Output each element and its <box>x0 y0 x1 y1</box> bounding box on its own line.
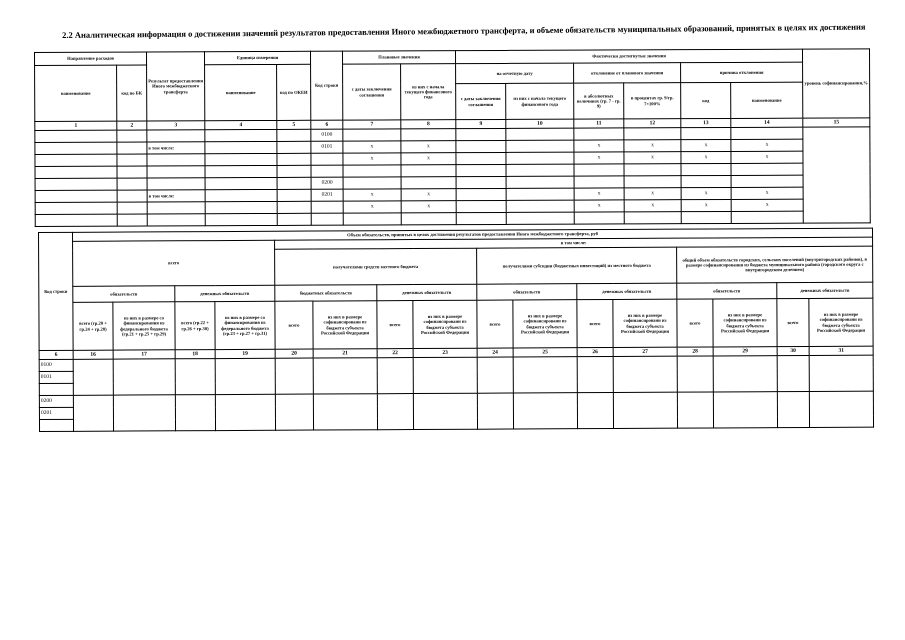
x-mark: x <box>681 187 731 199</box>
col-num: 1 <box>35 121 117 130</box>
row-code: 0201 <box>39 407 73 419</box>
x-mark: x <box>681 151 731 163</box>
col-num: 20 <box>275 349 313 358</box>
col-num: 22 <box>377 349 413 358</box>
col-num: 10 <box>506 119 574 128</box>
col-num: 13 <box>681 118 731 127</box>
header-fact-year: из них с начала текущего финансового года <box>506 83 574 119</box>
header-iz-nih-b: из них в размере со финансирования из федерального бюджета (гр.23 + гр.27 + гр.31) <box>215 301 275 349</box>
header-poluch-subs: получателями субсидии (бюджетных инвестиций) из местного бюджета <box>477 247 677 284</box>
header-uroven: уровень софинансирования,% <box>803 49 870 118</box>
header-denezh: денежных обязательств <box>777 282 873 299</box>
col-num: 11 <box>574 119 624 128</box>
col-num: 6 <box>311 120 343 129</box>
x-mark: x <box>681 139 731 151</box>
header-plan: Плановые значения <box>343 51 456 64</box>
header-fact: Фактически достигнутые значения <box>456 49 803 64</box>
header-denezh: денежных обязательств <box>577 283 677 300</box>
header-prich-naim: наименование <box>731 82 803 118</box>
header-obshchiy: общий объем обязательств городских, сельских поселений (внутригородских районов), в размере софинансирования из бюджета муниципального района (городского округа с внутригородским делением) <box>677 246 873 283</box>
x-mark: x <box>624 188 681 200</box>
col-num: 30 <box>777 346 809 355</box>
col-num: 14 <box>731 118 803 127</box>
row-code: 0200 <box>311 177 343 189</box>
x-mark: x <box>731 187 803 199</box>
header-denezh: денежных обязательств <box>175 285 275 302</box>
x-mark: x <box>574 200 624 212</box>
x-mark: x <box>343 189 401 201</box>
header-plan-date: с даты заключения соглашения <box>343 64 401 120</box>
header-okei: код по ОКЕИ <box>277 64 311 120</box>
header-edinica-naim: наименование <box>205 64 277 120</box>
x-mark: x <box>343 141 401 153</box>
x-mark: x <box>681 199 731 211</box>
header-fact-date: на отчетную дату <box>456 63 574 84</box>
header-kod-stroki: Код строки <box>311 51 343 120</box>
x-mark: x <box>624 200 681 212</box>
x-mark: x <box>731 199 803 211</box>
x-mark: x <box>343 153 401 165</box>
x-mark: x <box>401 201 456 213</box>
header-prich-kod: код <box>681 82 731 118</box>
header-otkl-pct: в процентах гр. 9/гр. 7×100% <box>624 83 681 119</box>
row-code: 0101 <box>311 141 343 153</box>
header-vsego-b: всего (гр.22 + гр.26 + гр.30) <box>175 302 215 350</box>
header-iz-nih-c: из них в размере софинансировани из бюджета субъекта Российской Федерации <box>413 300 477 348</box>
header-vsego-c: всего <box>477 300 513 348</box>
results-table <box>34 48 871 227</box>
x-mark: x <box>574 152 624 164</box>
x-mark: x <box>624 152 681 164</box>
row-code: 0101 <box>39 371 73 383</box>
header-kod-stroki: Код строки <box>39 232 74 350</box>
header-iz-nih-c: из них в размере софинансировани из бюджета субъекта Российской Федерации <box>313 301 377 349</box>
header-otkl: отклонение от планового значения <box>574 63 681 83</box>
header-iz-nih-c: из них в размере софинансировани из бюджета субъекта Российской Федерации <box>613 299 677 347</box>
row-code: 0100 <box>311 129 343 141</box>
header-byudzh: бюджетных обязательств <box>275 285 377 302</box>
row-code: 0100 <box>39 359 73 371</box>
x-mark: x <box>401 153 456 165</box>
header-napravlenie: Направление расходов <box>35 52 147 65</box>
header-edinica: Единица измерения <box>205 51 311 64</box>
col-num: 17 <box>113 350 175 359</box>
header-denezh: денежных обязательств <box>377 284 477 301</box>
col-num: 4 <box>205 120 277 129</box>
x-mark: x <box>731 139 803 151</box>
x-mark: x <box>401 141 456 153</box>
col-num: 24 <box>477 348 513 357</box>
header-fact-from: с даты заключения соглашения <box>456 83 506 119</box>
header-poluch-mest: получателями средств местного бюджета <box>275 248 477 285</box>
col-num: 23 <box>413 348 477 357</box>
header-vsego-a: всего (гр.20 + гр.24 + гр.28) <box>73 302 113 350</box>
header-vsego-c: всего <box>677 299 713 347</box>
header-vsego: всего <box>73 240 275 286</box>
col-num: 9 <box>456 119 506 128</box>
header-plan-year: из них с начала текущего финансового года <box>401 64 456 120</box>
col-num: 16 <box>73 350 113 359</box>
row-code: 0201 <box>311 189 343 201</box>
col-num: 12 <box>624 119 681 128</box>
header-iz-nih-a: из них в размере со финансирования из федерального бюджета (гр.21 + гр.25 + гр.29) <box>113 302 175 350</box>
header-vsego-c: всего <box>577 299 613 347</box>
header-vsego-c: всего <box>275 301 313 349</box>
header-iz-nih-c: из них в размере софинансировани из бюджета субъекта Российской Федерации <box>713 299 777 347</box>
x-mark: x <box>574 188 624 200</box>
header-vsego-c: всего <box>377 301 413 349</box>
col-num: 7 <box>343 120 401 129</box>
col-num: 28 <box>677 347 713 356</box>
x-mark: x <box>624 140 681 152</box>
header-otkl-abs: в абсолютных величинах (гр. 7 - гр. 9) <box>574 83 624 119</box>
x-mark: x <box>731 151 803 163</box>
row-label: в том числе: <box>147 190 205 202</box>
col-num: 8 <box>401 120 456 129</box>
col-num: 6 <box>39 350 73 359</box>
col-num: 21 <box>313 349 377 358</box>
col-num: 19 <box>215 349 275 358</box>
header-obyazat: обязательств <box>477 284 577 301</box>
col-num: 26 <box>577 347 613 356</box>
col-num: 15 <box>803 118 870 127</box>
header-v-tom-chisle: в том числе: <box>275 237 873 249</box>
x-mark: x <box>343 201 401 213</box>
col-num: 3 <box>147 121 205 130</box>
header-obyazat: обязательств <box>677 283 777 300</box>
col-num: 31 <box>809 346 873 355</box>
header-obyazat: обязательств <box>73 286 175 303</box>
header-obem: Объем обязательств, принятых в целях достижения результатов предоставления Иного межбюджетного трансферта, руб <box>73 228 873 241</box>
col-num: 18 <box>175 350 215 359</box>
row-code: 0200 <box>39 395 73 407</box>
header-kod-bk: код по БК <box>117 65 147 121</box>
header-prichiny: причина отклонения <box>681 62 803 83</box>
page-title: 2.2 Аналитическая информация о достижении значений результатов предоставления Иного межбюджетного трансферта, и объеме обязательств муниципальных образований, принятых в целях их достижения <box>62 21 866 40</box>
obligations-table <box>38 228 874 432</box>
col-num: 5 <box>277 120 311 129</box>
header-iz-nih-c: из них в размере софинансировани из бюджета субъекта Российской Федерации <box>809 298 873 346</box>
header-iz-nih-c: из них в размере софинансировани из бюджета субъекта Российской Федерации <box>513 300 577 348</box>
x-mark: x <box>401 189 456 201</box>
x-mark: x <box>574 140 624 152</box>
row-label: в том числе: <box>147 142 205 154</box>
col-num: 2 <box>117 121 147 130</box>
col-num: 25 <box>513 348 577 357</box>
col-num: 29 <box>713 347 777 356</box>
header-result: Результат предоставления Иного межбюджетного трансферта <box>147 52 205 121</box>
col-num: 27 <box>613 347 677 356</box>
header-vsego-c: всего <box>777 298 809 346</box>
header-naim: наименование <box>35 65 117 121</box>
